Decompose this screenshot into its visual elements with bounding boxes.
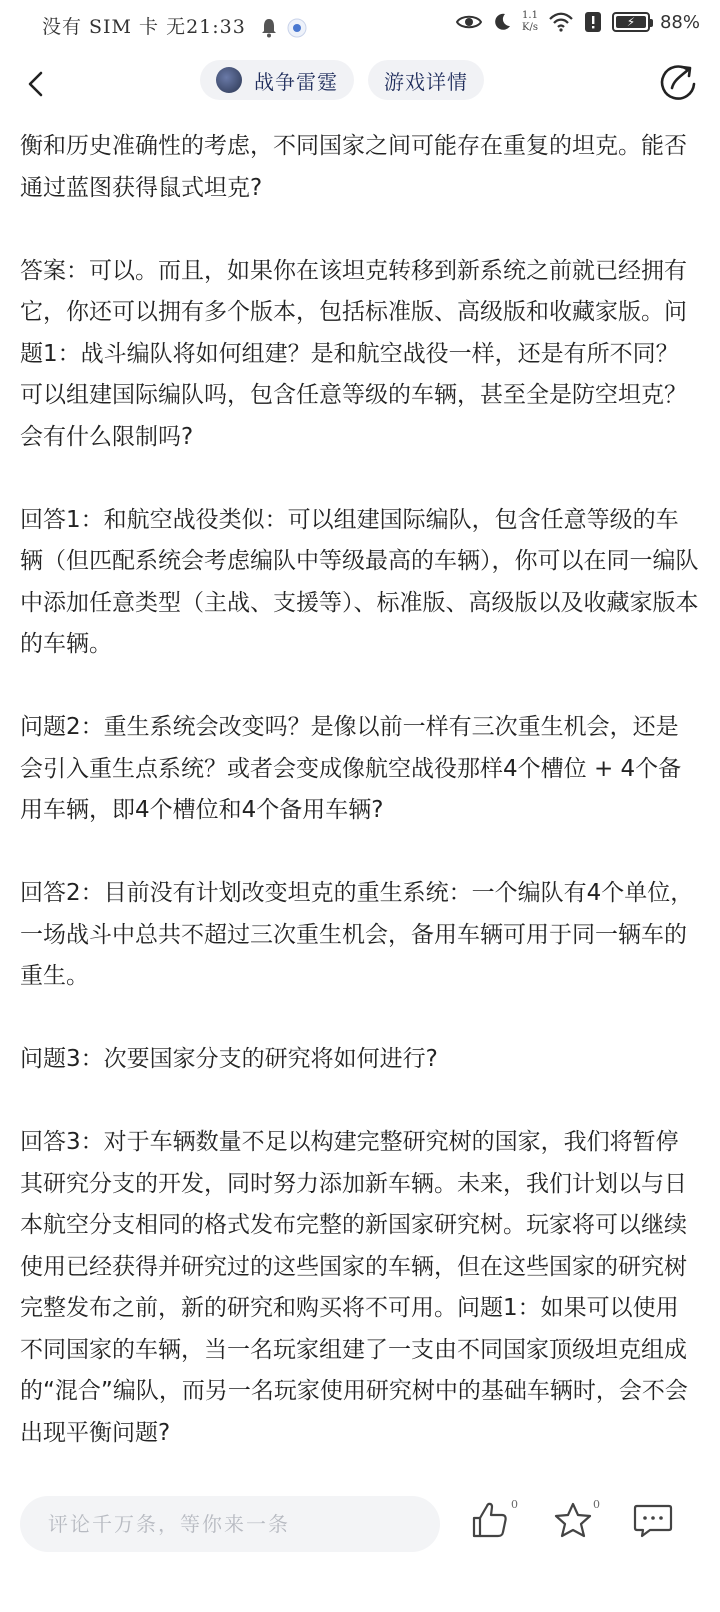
- chevron-left-icon: [26, 70, 46, 98]
- favorite-count: 0: [593, 1498, 600, 1511]
- network-speed: 1.1 K/s: [522, 10, 538, 33]
- details-pill-label: 游戏详情: [384, 69, 468, 94]
- article-paragraph: 回答3：对于车辆数量不足以构建完整研究树的国家，我们将暂停其研究分支的开发，同时努力添加新车辆。未来，我们计划以与日本航空分支相同的格式发布完整的新国家研究树。玩家将可以继续使用已经获得并研究过的这些国家的车辆，但在这些国家的研究树完整发布之前，新的研究和购买将不可用。问题1：如果可以使用不同国家的车辆，当一名玩家组建了一支由不同国家顶级坦克组成的“混合”编队，而另一名玩家使用研究树中的基础车辆时，会不会出现平衡问题?: [20, 1129, 688, 1446]
- back-button[interactable]: [16, 64, 56, 104]
- like-count: 0: [511, 1498, 518, 1511]
- wifi-icon: [548, 12, 574, 32]
- comment-button[interactable]: [632, 1498, 676, 1546]
- battery-percent: 88%: [659, 11, 700, 33]
- thumbs-up-icon: [470, 1498, 510, 1542]
- comment-input[interactable]: [20, 1496, 440, 1552]
- article-paragraph: 回答2：目前没有计划改变坦克的重生系统：一个编队有4个单位，一场战斗中总共不超过三次重生机会，备用车辆可用于同一辆车的重生。: [20, 880, 694, 989]
- eye-comfort-icon: [456, 13, 482, 31]
- charging-bolt-icon: ⚡: [626, 15, 636, 29]
- article-paragraph: 回答1：和航空战役类似：可以组建国际编队，包含任意等级的车辆（但匹配系统会考虑编队中等级最高的车辆），你可以在同一编队中添加任意类型（主战、支援等）、标准版、高级版以及收藏家版本的车辆。: [20, 506, 699, 657]
- share-icon[interactable]: [658, 62, 700, 104]
- bottom-action-bar: [0, 1480, 720, 1612]
- header: [0, 56, 720, 112]
- game-pill-label: 战争雷霆: [254, 69, 338, 94]
- game-pill[interactable]: [200, 60, 354, 100]
- article-paragraph: 衡和历史准确性的考虑，不同国家之间可能存在重复的坦克。能否通过蓝图获得鼠式坦克?: [20, 133, 687, 201]
- star-icon: [552, 1498, 594, 1542]
- article-body: [20, 128, 700, 1488]
- like-button[interactable]: [470, 1498, 518, 1546]
- carrier-time-text: 没有 SIM 卡 无21:33: [42, 16, 246, 38]
- article-paragraph: 答案：可以。而且，如果你在该坦克转移到新系统之前就已经拥有它，你还可以拥有多个版本，包括标准版、高级版和收藏家版。问题1：战斗编队将如何组建？是和航空战役一样，还是有所不同？可以组建国际编队吗，包含任意等级的车辆，甚至全是防空坦克？会有什么限制吗?: [20, 257, 687, 450]
- app-notification-icon: [287, 18, 307, 38]
- moon-icon: [492, 12, 512, 32]
- status-left: [42, 12, 307, 39]
- header-pills: [200, 60, 484, 100]
- article-paragraph: 问题3：次要国家分支的研究将如何进行?: [20, 1046, 438, 1072]
- battery-icon: [612, 12, 650, 32]
- alert-icon: [584, 11, 602, 33]
- game-avatar-icon: [216, 67, 242, 93]
- favorite-button[interactable]: [552, 1498, 600, 1546]
- notification-bell-icon: [261, 18, 277, 38]
- comment-bubble-icon: [632, 1498, 674, 1542]
- status-bar: [0, 0, 720, 50]
- status-right: [456, 10, 700, 34]
- details-pill[interactable]: [368, 60, 484, 100]
- article-paragraph: 问题2：重生系统会改变吗？是像以前一样有三次重生机会，还是会引入重生点系统？或者会变成像航空战役那样4个槽位 + 4个备用车辆，即4个槽位和4个备用车辆?: [20, 714, 682, 823]
